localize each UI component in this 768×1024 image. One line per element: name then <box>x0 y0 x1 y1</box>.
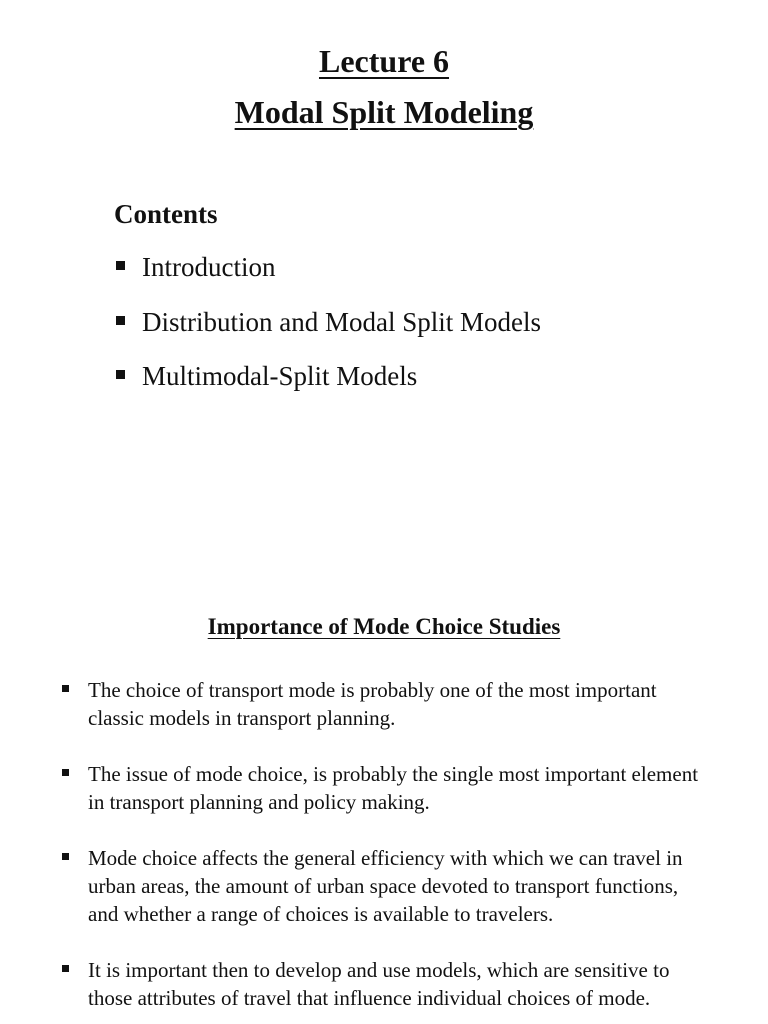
bullet-paragraph-text: The issue of mode choice, is probably the single most important element in transport planning and policy making. <box>88 762 699 814</box>
bullet-paragraph-text: Mode choice affects the general efficiency with which we can travel in urban areas, the amount of urban space devoted to transport functions, and whether a range of choices is available to travelers. <box>88 846 683 926</box>
square-bullet-icon <box>62 769 69 776</box>
square-bullet-icon <box>62 965 69 972</box>
lecture-number-text: Lecture 6 <box>318 43 450 79</box>
bullet-paragraph-text: The choice of transport mode is probably one of the most important classic models in transport planning. <box>88 678 657 730</box>
bullet-paragraph <box>60 956 710 1012</box>
contents-item <box>114 359 541 414</box>
square-bullet-icon <box>116 261 125 270</box>
bullet-paragraph <box>60 760 710 816</box>
bullet-paragraph <box>60 844 710 928</box>
bullet-paragraph-text: It is important then to develop and use models, which are sensitive to those attributes of travel that influence individual choices of mode. <box>88 958 670 1010</box>
contents-item <box>114 305 541 360</box>
section-bullet-list <box>60 676 710 1024</box>
contents-heading: Contents <box>114 199 218 229</box>
lecture-topic-title <box>0 92 768 132</box>
bullet-paragraph <box>60 676 710 732</box>
square-bullet-icon <box>116 370 125 379</box>
contents-item-label: Introduction <box>142 252 276 282</box>
section-heading <box>0 612 768 642</box>
section-heading-text: Importance of Mode Choice Studies <box>207 614 561 639</box>
lecture-topic-text: Modal Split Modeling <box>234 94 534 130</box>
square-bullet-icon <box>62 685 69 692</box>
contents-list <box>114 250 541 414</box>
square-bullet-icon <box>62 853 69 860</box>
lecture-number-title <box>0 41 768 81</box>
contents-item <box>114 250 541 305</box>
contents-item-label: Distribution and Modal Split Models <box>142 306 542 337</box>
square-bullet-icon <box>116 316 125 325</box>
contents-item-label: Multimodal-Split Models <box>142 361 418 391</box>
